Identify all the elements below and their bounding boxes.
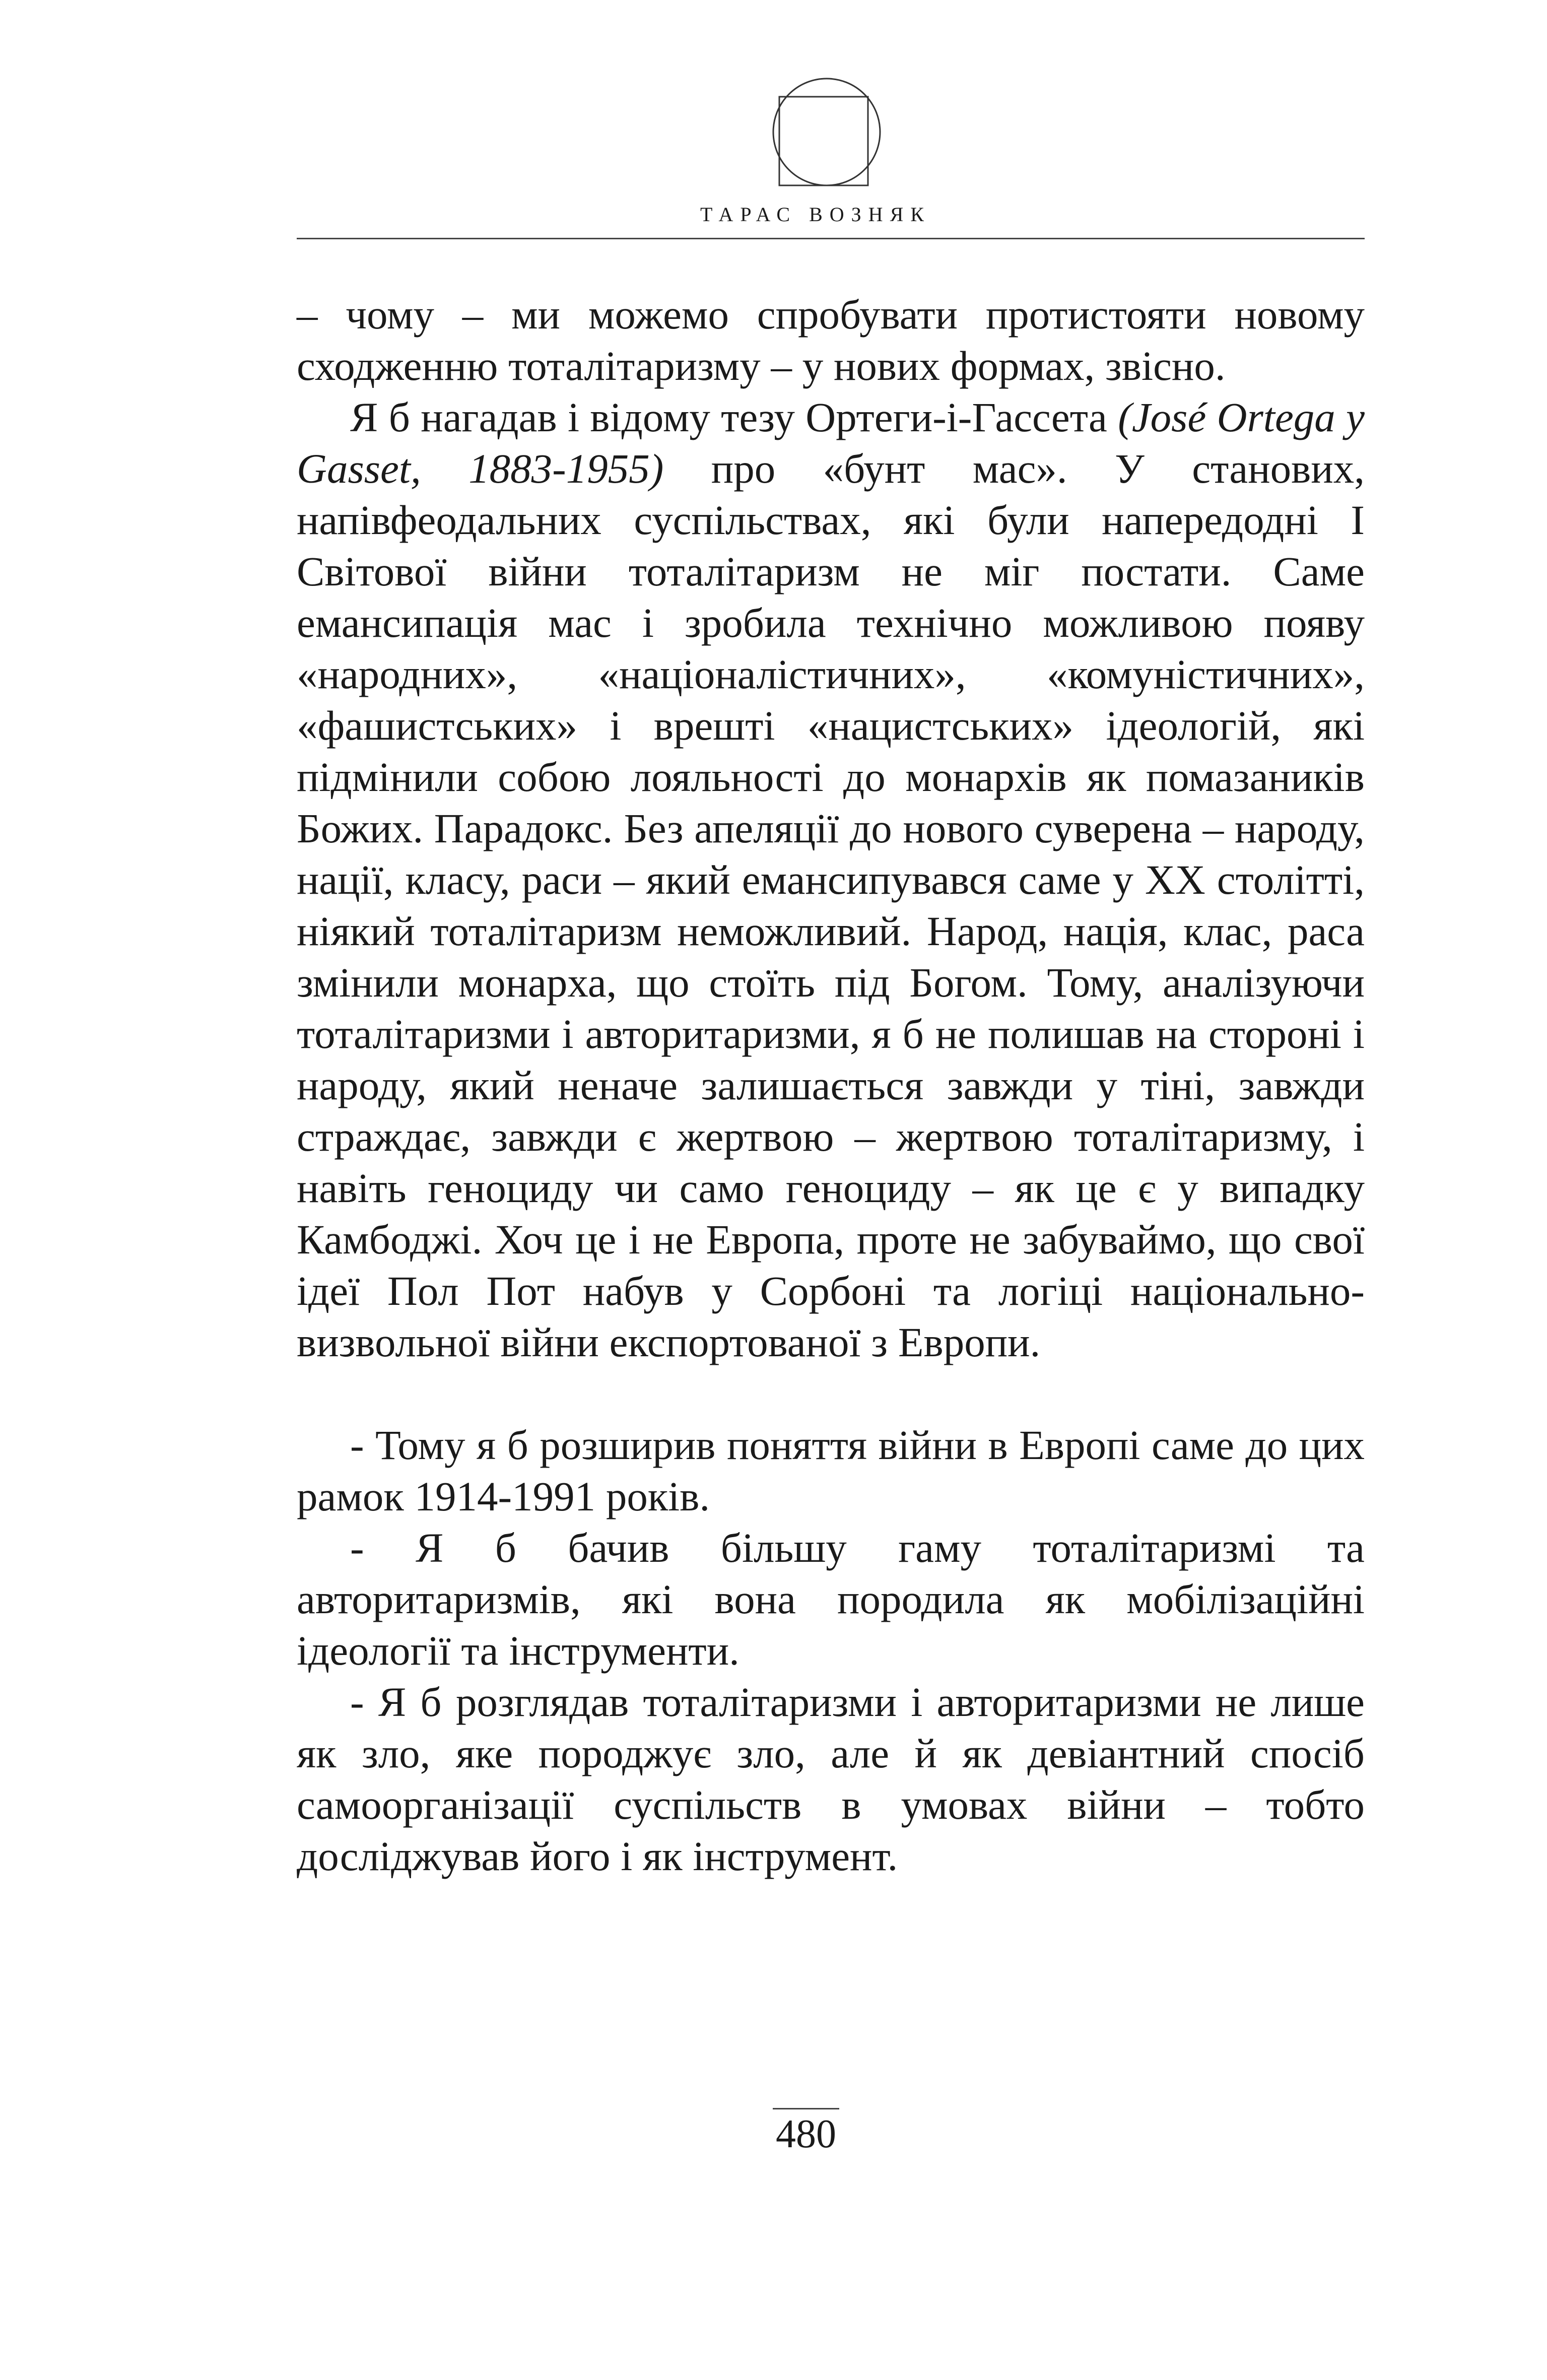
paragraph-ortega	[297, 391, 1365, 1368]
list-item-deviant-organization: - Я б розглядав тоталітаризми і авторитаризми не лише як зло, яке породжує зло, але й як девіантний спосіб самоорганізації суспільств в умовах війни – тобто досліджував його і як інструмент.	[297, 1679, 1365, 1879]
page-number-rule	[773, 2108, 839, 2109]
list-item-war-scope: - Тому я б розширив поняття війни в Европі саме до цих рамок 1914-1991 років.	[297, 1422, 1365, 1519]
running-head-author: ТАРАС ВОЗНЯК	[700, 203, 931, 226]
paragraph-continuation: – чому – ми можемо спробувати протистояти новому сходженню тоталітаризму – у нових формах, звісно.	[297, 291, 1365, 389]
page-footer	[746, 2108, 866, 2156]
ortega-citation: (José Ortega y Gasset, 1883-1955)	[297, 394, 1365, 492]
circle-square-emblem-icon	[771, 77, 882, 187]
paragraph-ortega-lead: Я б нагадав і відому тезу Ортеги-і-Гассета	[350, 394, 1118, 440]
list-item-ideologies: - Я б бачив більшу гаму тоталітаризмі та авторитаризмів, які вона породила як мобілізаційні ідеології та інструменти.	[297, 1525, 1365, 1674]
paragraph-ortega-rest: про «бунт мас». У станових, напівфеодальних суспільствах, які були напередодні І Світової війни тоталітаризм не міг постати. Саме емансипація мас і зробила технічно можливою появу «народних», «націоналістичних», «комуністичних», «фашистських» і врешті «нацистських» ідеологій, які підмінили собою лояльності до монархів як помазаників Божих. Парадокс. Без апеляції до нового суверена – народу, нації, класу, раси – який емансипувався саме у ХХ столітті, ніякий тоталітаризм неможливий. Народ, нація, клас, раса змінили монарха, що стоїть під Богом. Тому, аналізуючи тоталітаризми і авторитаризми, я б не полишав на стороні і народу, який неначе залишається завжди у тіні, завжди страждає, завжди є жертвою – жертвою тоталітаризму, і навіть геноциду чи само геноциду – як це є у випадку Камбоджі. Хоч це і не Европа, проте не забуваймо, що свої ідеї Пол Пот набув у Сорбоні та логіці національно-визвольної війни експортованої з Европи.	[297, 445, 1365, 1365]
header-rule	[297, 238, 1365, 239]
page-number: 480	[776, 2112, 836, 2156]
page-body	[297, 289, 1365, 1882]
